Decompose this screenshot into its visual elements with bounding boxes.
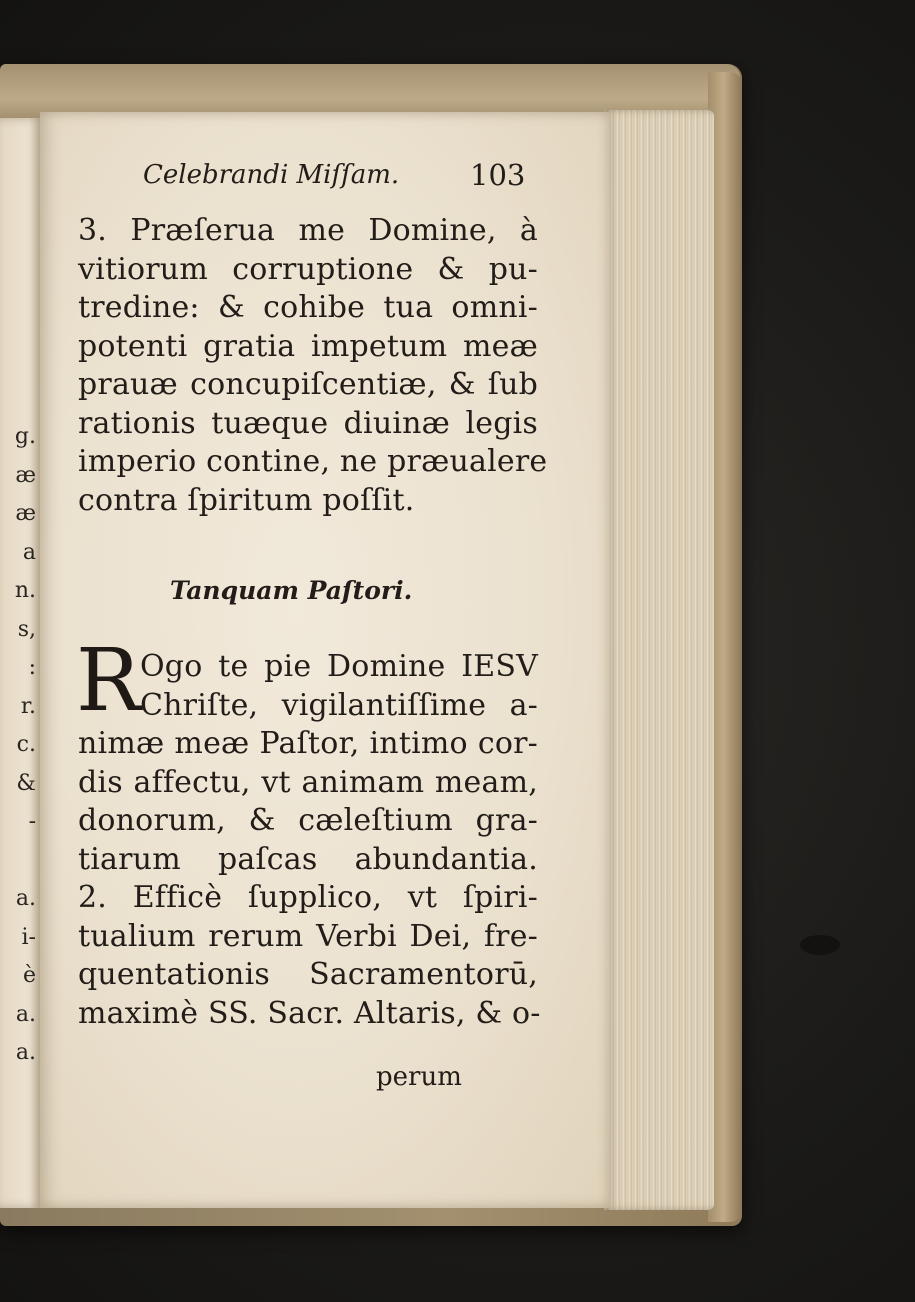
left-fragment xyxy=(0,842,36,881)
text-line: nimæ meæ Paſtor, intimo cor- xyxy=(78,726,538,761)
left-fragment: r. xyxy=(20,693,36,719)
section-heading: Tanquam Paſtori. xyxy=(170,576,413,605)
left-fragment: a xyxy=(22,539,36,565)
text-line: contra ſpiritum poſſit. xyxy=(78,482,415,518)
text-line: 3. Præſerua me Domine, à xyxy=(78,213,538,248)
page-number: 103 xyxy=(470,158,526,192)
left-fragment: æ xyxy=(15,501,36,526)
text-line: Ogo te pie Domine IESV xyxy=(140,649,538,684)
text-line: tiarum paſcas abundantia. xyxy=(78,841,538,877)
left-fragment: c. xyxy=(16,732,36,757)
running-title: Celebrandi Miſſam. xyxy=(143,160,400,190)
text-line: maximè SS. Sacr. Altaris, & o- xyxy=(78,995,541,1031)
text-line: prauæ concupiſcentiæ, & ſub xyxy=(78,367,538,402)
left-fragment: a. xyxy=(15,886,36,911)
text-line: quentationis Sacramentorū, xyxy=(78,957,538,992)
left-fragment: æ xyxy=(15,462,36,488)
text-line: rationis tuæque diuinæ legis xyxy=(78,405,538,441)
text-line: tredine: & cohibe tua omni- xyxy=(78,290,538,325)
text-line: 2. Efficè ſupplico, vt ſpiri- xyxy=(78,880,538,915)
left-fragment: n. xyxy=(14,578,36,603)
text-line: dis affectu, vt animam meam, xyxy=(78,764,538,800)
paragraph-2 xyxy=(78,648,541,1033)
left-facing-page xyxy=(0,118,42,1208)
text-line: vitiorum corruptione & pu- xyxy=(78,251,538,287)
drop-cap: R xyxy=(76,631,141,731)
left-page-text-fragments xyxy=(0,418,36,1073)
text-line: tualium rerum Verbi Dei, fre- xyxy=(78,918,538,954)
catchword: perum xyxy=(376,1062,462,1092)
left-fragment: - xyxy=(28,809,36,834)
text-line: Chriſte, vigilantiſſime a- xyxy=(140,687,538,723)
text-line: donorum, & cæleſtium gra- xyxy=(78,803,538,838)
left-fragment: : xyxy=(28,655,36,680)
left-fragment: a. xyxy=(15,1040,36,1065)
left-fragment: è xyxy=(22,963,36,988)
left-fragment: & xyxy=(16,770,36,796)
background-mark xyxy=(800,935,840,955)
right-page xyxy=(40,112,610,1208)
left-fragment: g. xyxy=(14,424,36,449)
paragraph-1 xyxy=(78,212,548,520)
left-fragment: s, xyxy=(17,616,36,642)
left-fragment: a. xyxy=(15,1001,36,1027)
text-line: potenti gratia impetum meæ xyxy=(78,328,538,364)
page-edges xyxy=(604,110,714,1210)
left-fragment: i- xyxy=(21,924,36,950)
text-line: imperio contine, ne præualere xyxy=(78,444,548,479)
